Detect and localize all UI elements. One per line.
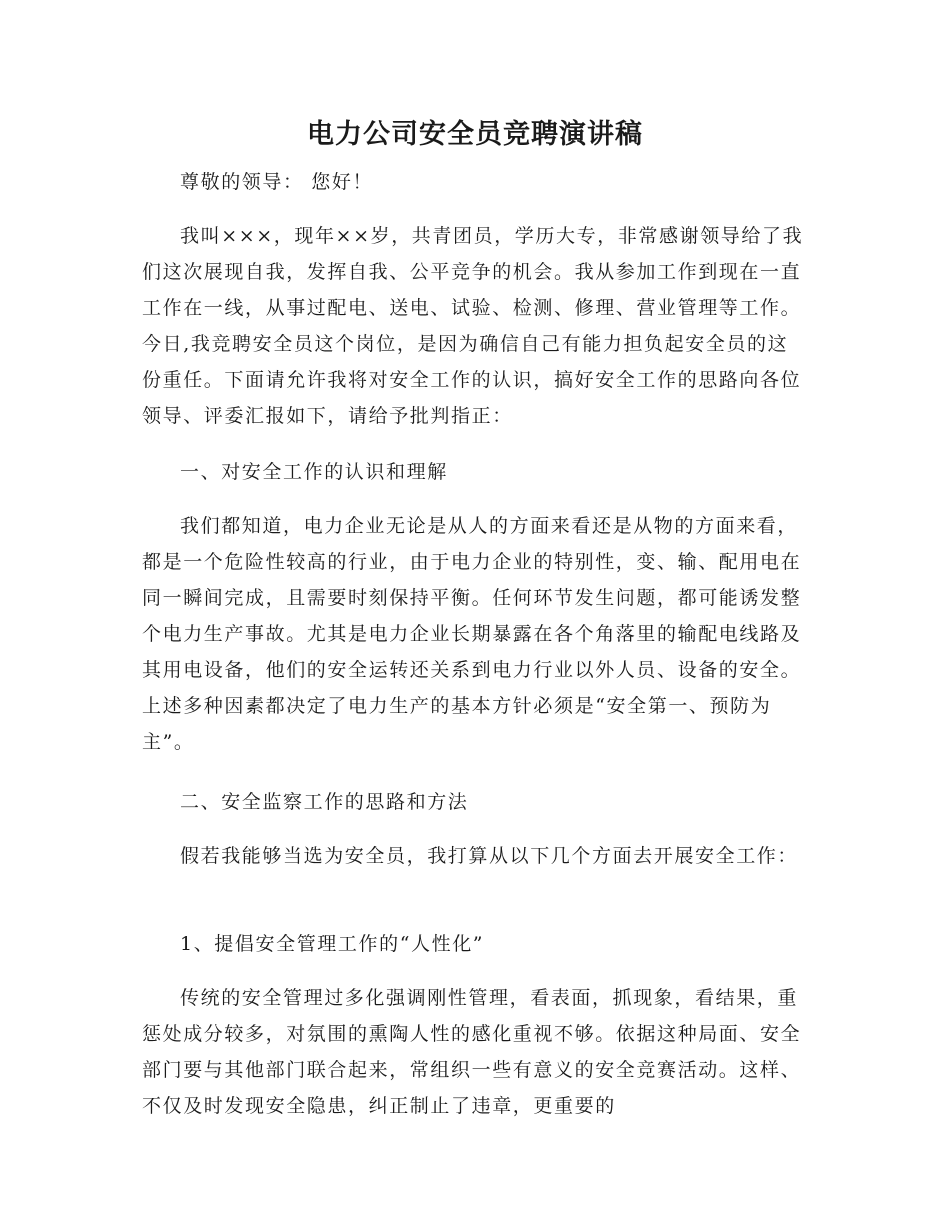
introduction-paragraph: 我叫×××，现年××岁，共青团员，学历大专，非常感谢领导给了我们这次展现自我，发挥自我、公平竞争的机会。我从参加工作到现在一直工作在一线，从事过配电、送电、试验、检测、修理、营业管理等工作。今日,我竞聘安全员这个岗位，是因为确信自己有能力担负起安全员的这份重任。下面请允许我将对安全工作的认识，搞好安全工作的思路向各位领导、评委汇报如下，请给予批判指正： — [142, 225, 804, 427]
document-title: 电力公司安全员竞聘演讲稿 — [307, 119, 643, 150]
plan-intro-paragraph: 假若我能够当选为安全员，我打算从以下几个方面去开展安全工作： — [180, 845, 799, 867]
humanized-management-paragraph: 传统的安全管理过多化强调刚性管理，看表面，抓现象，看结果，重惩处成分较多，对氛围的熏陶人性的感化重视不够。依据这种局面、安全部门要与其他部门联合起来，常组织一些有意义的安全竞赛活动。这样、不仅及时发现安全隐患，纠正制止了违章，更重要的 — [142, 987, 802, 1117]
section-heading-2: 二、安全监察工作的思路和方法 — [180, 791, 469, 813]
subsection-heading-1: 1、提倡安全管理工作的“人性化” — [180, 933, 485, 955]
safety-understanding-paragraph: 我们都知道，电力企业无论是从人的方面来看还是从物的方面来看，都是一个危险性较高的行业，由于电力企业的特别性，变、输、配用电在同一瞬间完成，且需要时刻保持平衡。任何环节发生问题，都可能诱发整个电力生产事故。尤其是电力企业长期暴露在各个角落里的输配电线路及其用电设备，他们的安全运转还关系到电力行业以外人员、设备的安全。上述多种因素都决定了电力生产的基本方针必须是“安全第一、预防为主”。 — [142, 515, 802, 753]
section-heading-1: 一、对安全工作的认识和理解 — [180, 461, 448, 483]
salutation-paragraph: 尊敬的领导： 您好！ — [180, 171, 374, 193]
